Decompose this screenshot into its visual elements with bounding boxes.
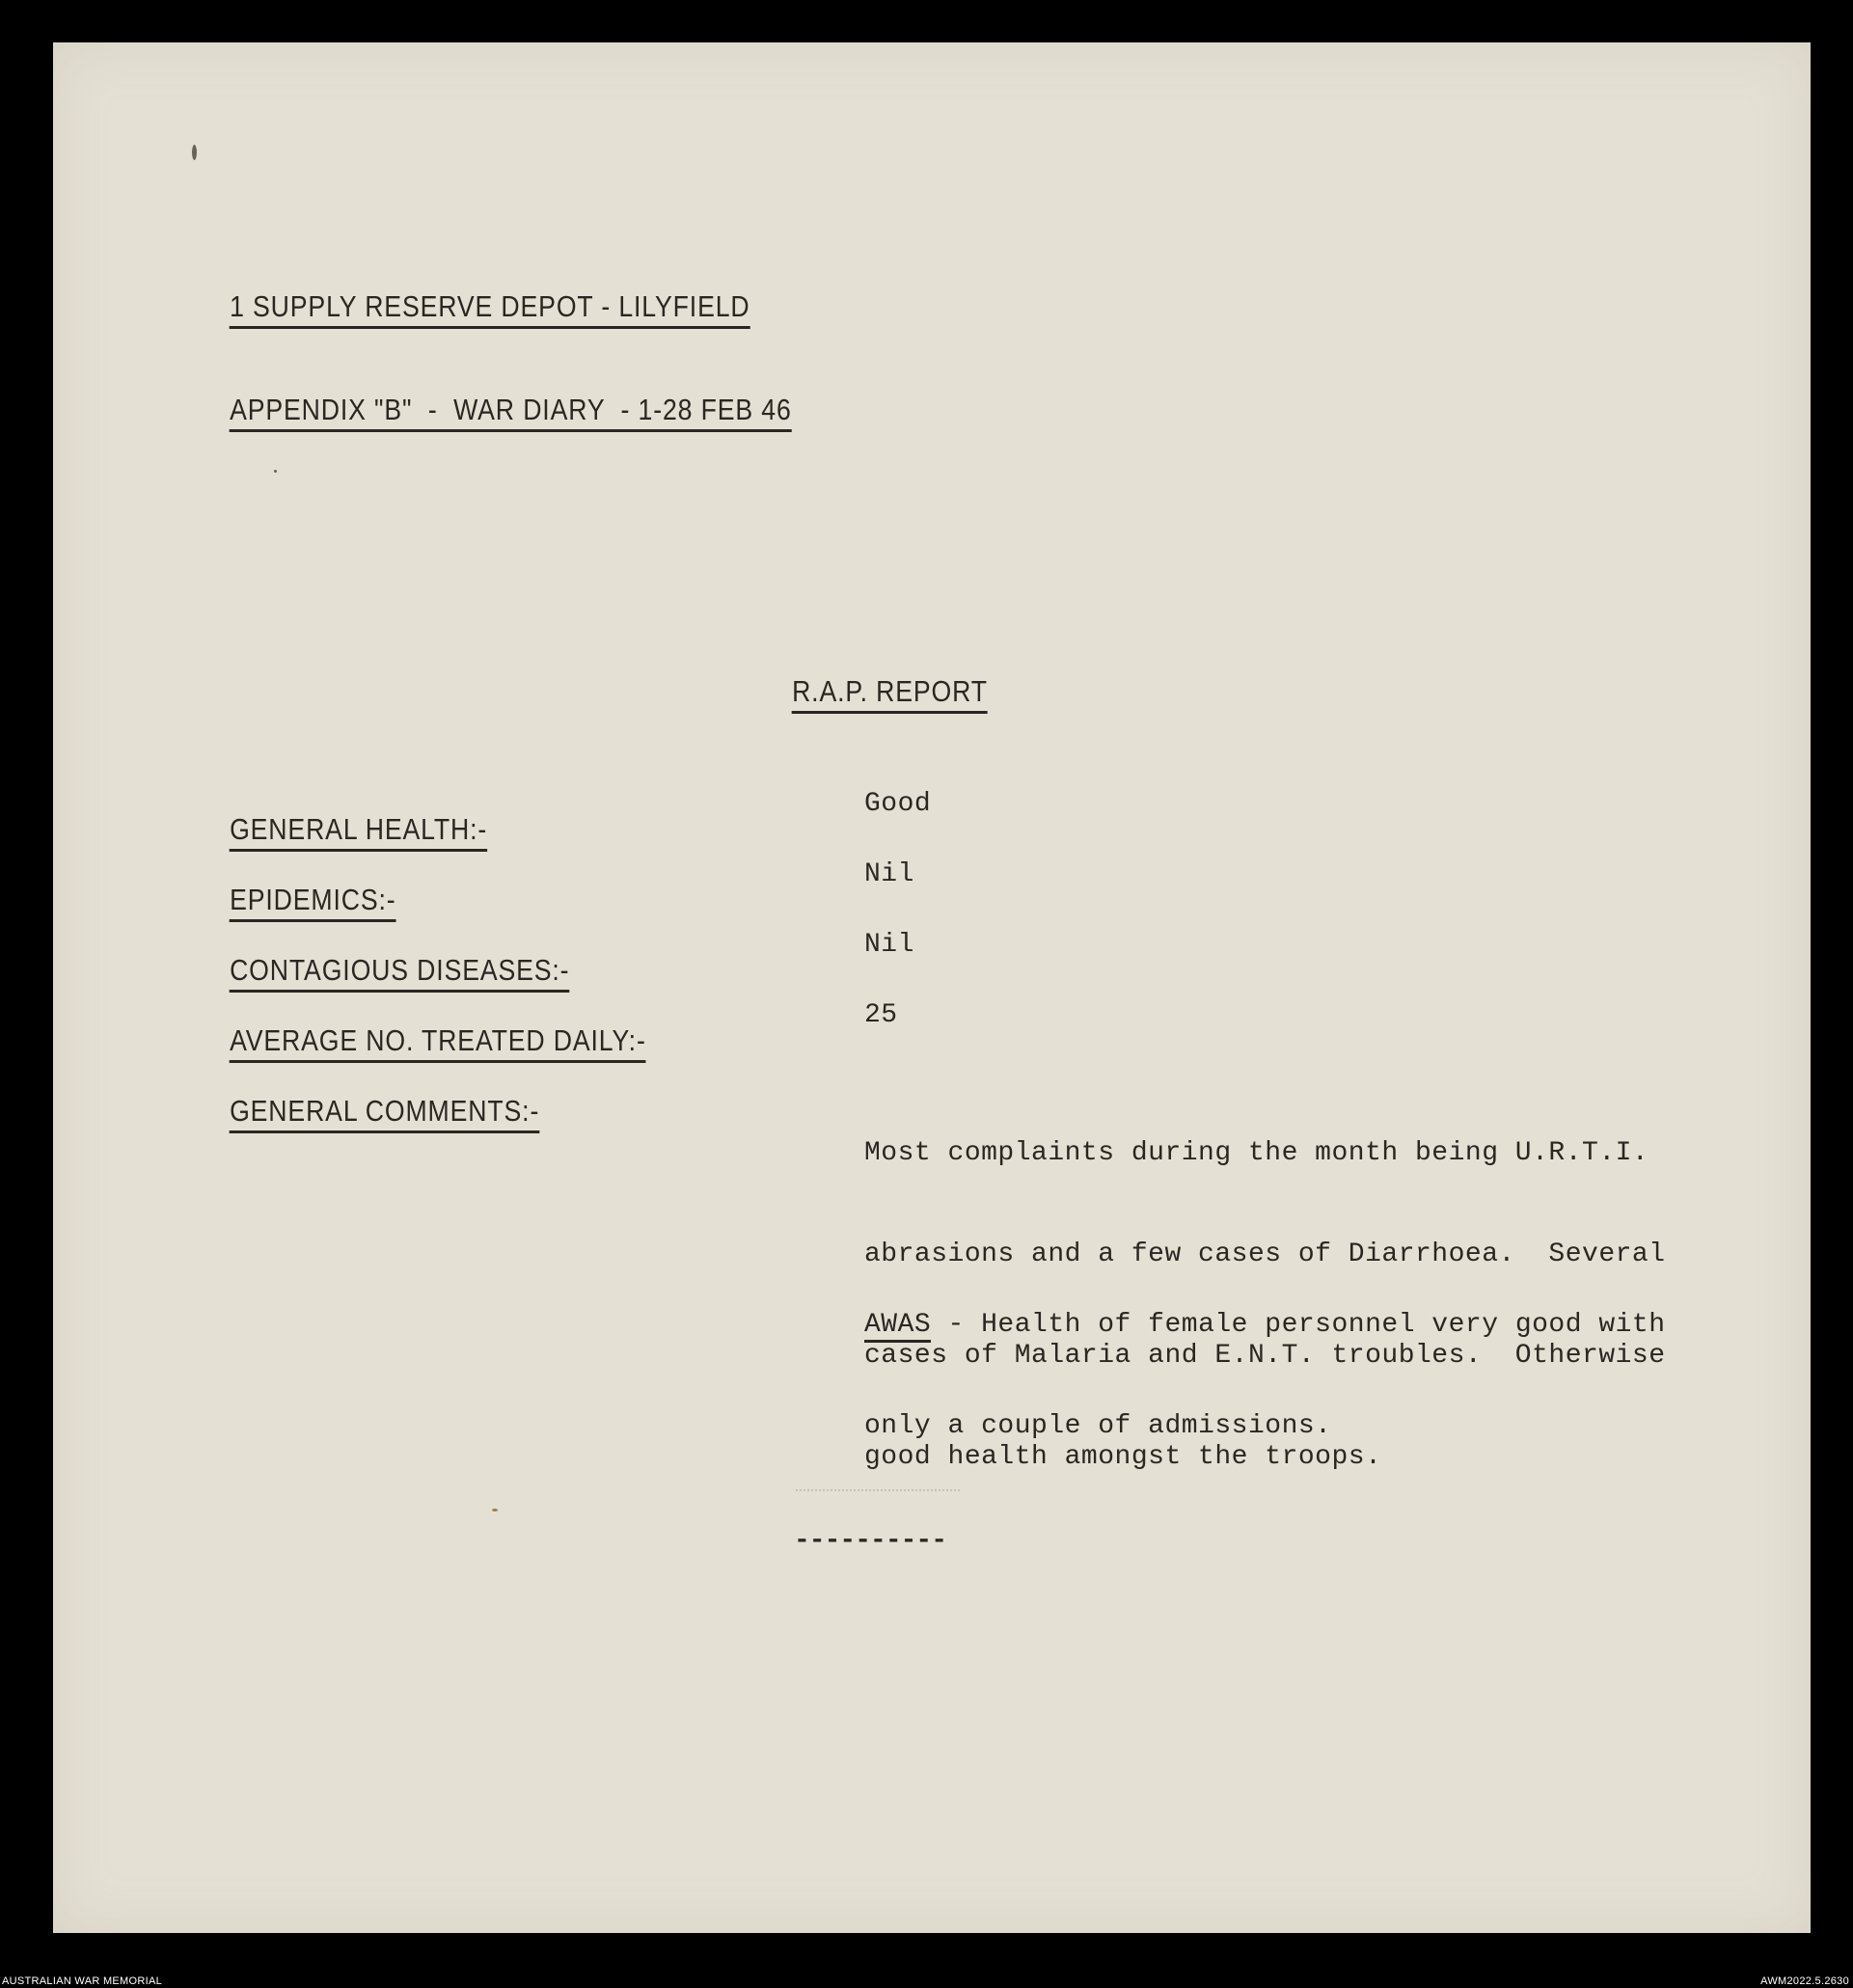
footer-source: AUSTRALIAN WAR MEMORIAL: [2, 1975, 163, 1987]
awas-line2-first: only: [864, 1411, 932, 1441]
document-page: [53, 42, 1811, 1933]
field-label-general-comments: GENERAL COMMENTS:-: [198, 1066, 539, 1163]
appendix-heading: [198, 365, 792, 462]
comments-line: abrasions and a few cases of Diarrhoea. Several: [864, 1239, 1666, 1269]
field-label-average-treated: AVERAGE NO. TREATED DAILY:-: [198, 995, 646, 1093]
field-label-epidemics: EPIDEMICS:-: [198, 855, 395, 952]
field-value-average-treated: 25: [864, 1000, 898, 1030]
field-value-general-health: Good: [864, 789, 932, 819]
awas-paragraph: [864, 1240, 1666, 1511]
report-title-text: R.A.P. REPORT: [792, 676, 988, 714]
comments-line: cases of Malaria and E.N.T. troubles. Otherwise: [864, 1341, 1666, 1371]
ink-mark: [192, 145, 197, 160]
unit-heading: [198, 261, 750, 359]
awas-label: AWAS: [864, 1310, 931, 1343]
end-dashes: ----------: [794, 1526, 947, 1556]
field-label-general-health: GENERAL HEALTH:-: [198, 784, 487, 882]
awas-line1-text: - Health of female personnel very good with: [931, 1310, 1666, 1340]
field-value-contagious-diseases: Nil: [864, 930, 914, 960]
awas-line2-text: a couple of admissions.: [931, 1411, 1332, 1441]
appendix-heading-text: APPENDIX "B" - WAR DIARY - 1-28 FEB 46: [230, 395, 792, 432]
unit-heading-text: 1 SUPPLY RESERVE DEPOT - LILYFIELD: [230, 291, 749, 329]
footer-id: AWM2022.5.2630: [1760, 1975, 1849, 1987]
ink-speck: [492, 1509, 498, 1511]
comments-line: Most complaints during the month being U.R.T.I.: [864, 1138, 1649, 1168]
faint-dots: [796, 1489, 960, 1491]
report-title: [760, 646, 988, 744]
field-label-contagious-diseases: CONTAGIOUS DISEASES:-: [198, 925, 569, 1022]
ink-speck: [274, 470, 277, 473]
awas-line: [864, 1308, 1666, 1342]
field-value-epidemics: Nil: [864, 859, 914, 889]
awas-line: [864, 1409, 1666, 1443]
comments-line: good health amongst the troops.: [864, 1442, 1382, 1472]
